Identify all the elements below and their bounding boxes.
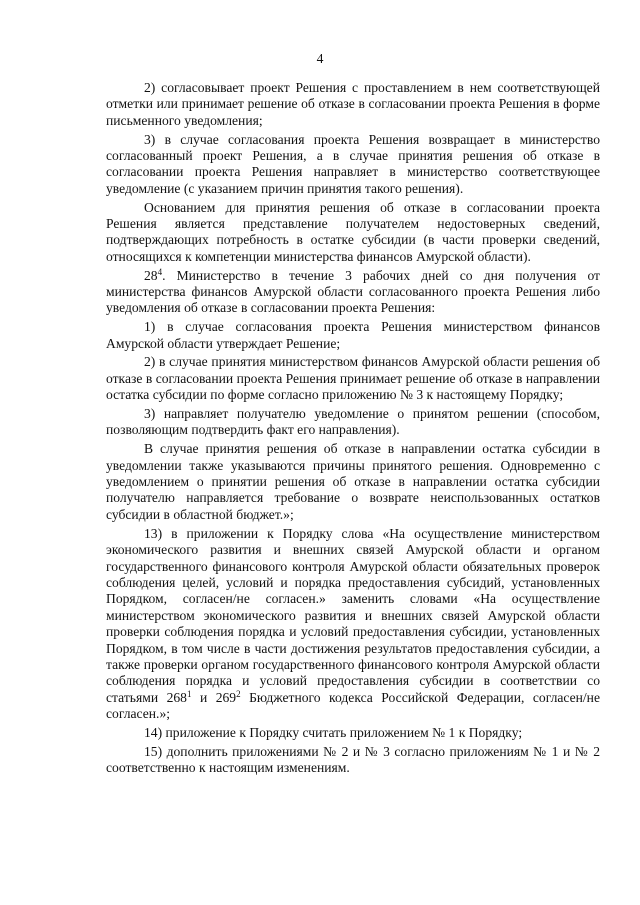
paragraph: $28^4$. Министерство в течение 3 рабочих дней со дня получения от министерства финансов Амурской области согласованного проекта Решения либо уведомления об отказе в согласовании проекта Решения: (106, 266, 600, 316)
paragraph: 15) дополнить приложениями № 2 и № 3 согласно приложениям № 1 и № 2 соответственно к настоящим изменениям. (106, 743, 600, 776)
article-superscript: 1 (186, 688, 192, 699)
clause-superscript: 4 (157, 266, 163, 277)
paragraph: 3) направляет получателю уведомление о принятом решении (способом, позволяющим подтвердить факт его направления). (106, 406, 600, 438)
clause-number: 28 (144, 267, 158, 283)
paragraph: В случае принятия решения об отказе в направлении остатка субсидии в уведомлении также указываются причины принятого решения. Одновременно с уведомлением о принятии решения об отказе в направлении остатка субсидии получателю направляется требование о возврате неиспользованных остатков субсидии в областной бюджет.»; (106, 441, 600, 522)
paragraph: 3) в случае согласования проекта Решения возвращает в министерство согласованный проект Решения, а в случае принятия решения об отказе в согласовании проекта Решения направляет в министерство соответствующее уведомление (с указанием причин принятия такого решения). (106, 131, 600, 196)
paragraph: 1) в случае согласования проекта Решения министерством финансов Амурской области утверждает Решение; (106, 319, 600, 351)
document-body (106, 80, 600, 777)
paragraph: 13) в приложении к Порядку слова «На осуществление министерством экономического развития и внешних связей Амурской области и органом государственного финансового контроля Амурской области обязательных проверок соблюдения целей, условий и порядка предоставления субсидий, установленных Порядком, согласен/не согласен.» заменить словами «На осуществление министерством экономического развития и внешних связей Амурской области проверки соблюдения порядка и условий предоставления субсидии, установленных Порядком, в том числе в части достижения результатов предоставления субсидии, а также проверки органом государственного финансового контроля Амурской области соблюдения порядка и условий предоставления субсидии в соответствии со статьями $268^1$ и $269^2$ Бюджетного кодекса Российской Федерации, согласен/не согласен.»; (106, 525, 600, 722)
paragraph: 2) согласовывает проект Решения с проставлением в нем соответствующей отметки или принимает решение об отказе в согласовании проекта Решения в форме письменного уведомления; (106, 80, 600, 128)
paragraph: 14) приложение к Порядку считать приложением № 1 к Порядку; (144, 724, 523, 740)
page-number: 4 (316, 51, 324, 66)
paragraph: Основанием для принятия решения об отказе в согласовании проекта Решения является представление получателем недостоверных сведений, подтверждающих потребность в остатке субсидии (в части проверки сведений, относящихся к компетенции министерства финансов Амурской области). (106, 199, 600, 264)
paragraph: 2) в случае принятия министерством финансов Амурской области решения об отказе в согласовании проекта Решения принимает решение об отказе в направлении остатка субсидии по форме согласно приложению № 3 к настоящему Порядку; (106, 354, 600, 403)
article-superscript: 2 (236, 688, 241, 699)
